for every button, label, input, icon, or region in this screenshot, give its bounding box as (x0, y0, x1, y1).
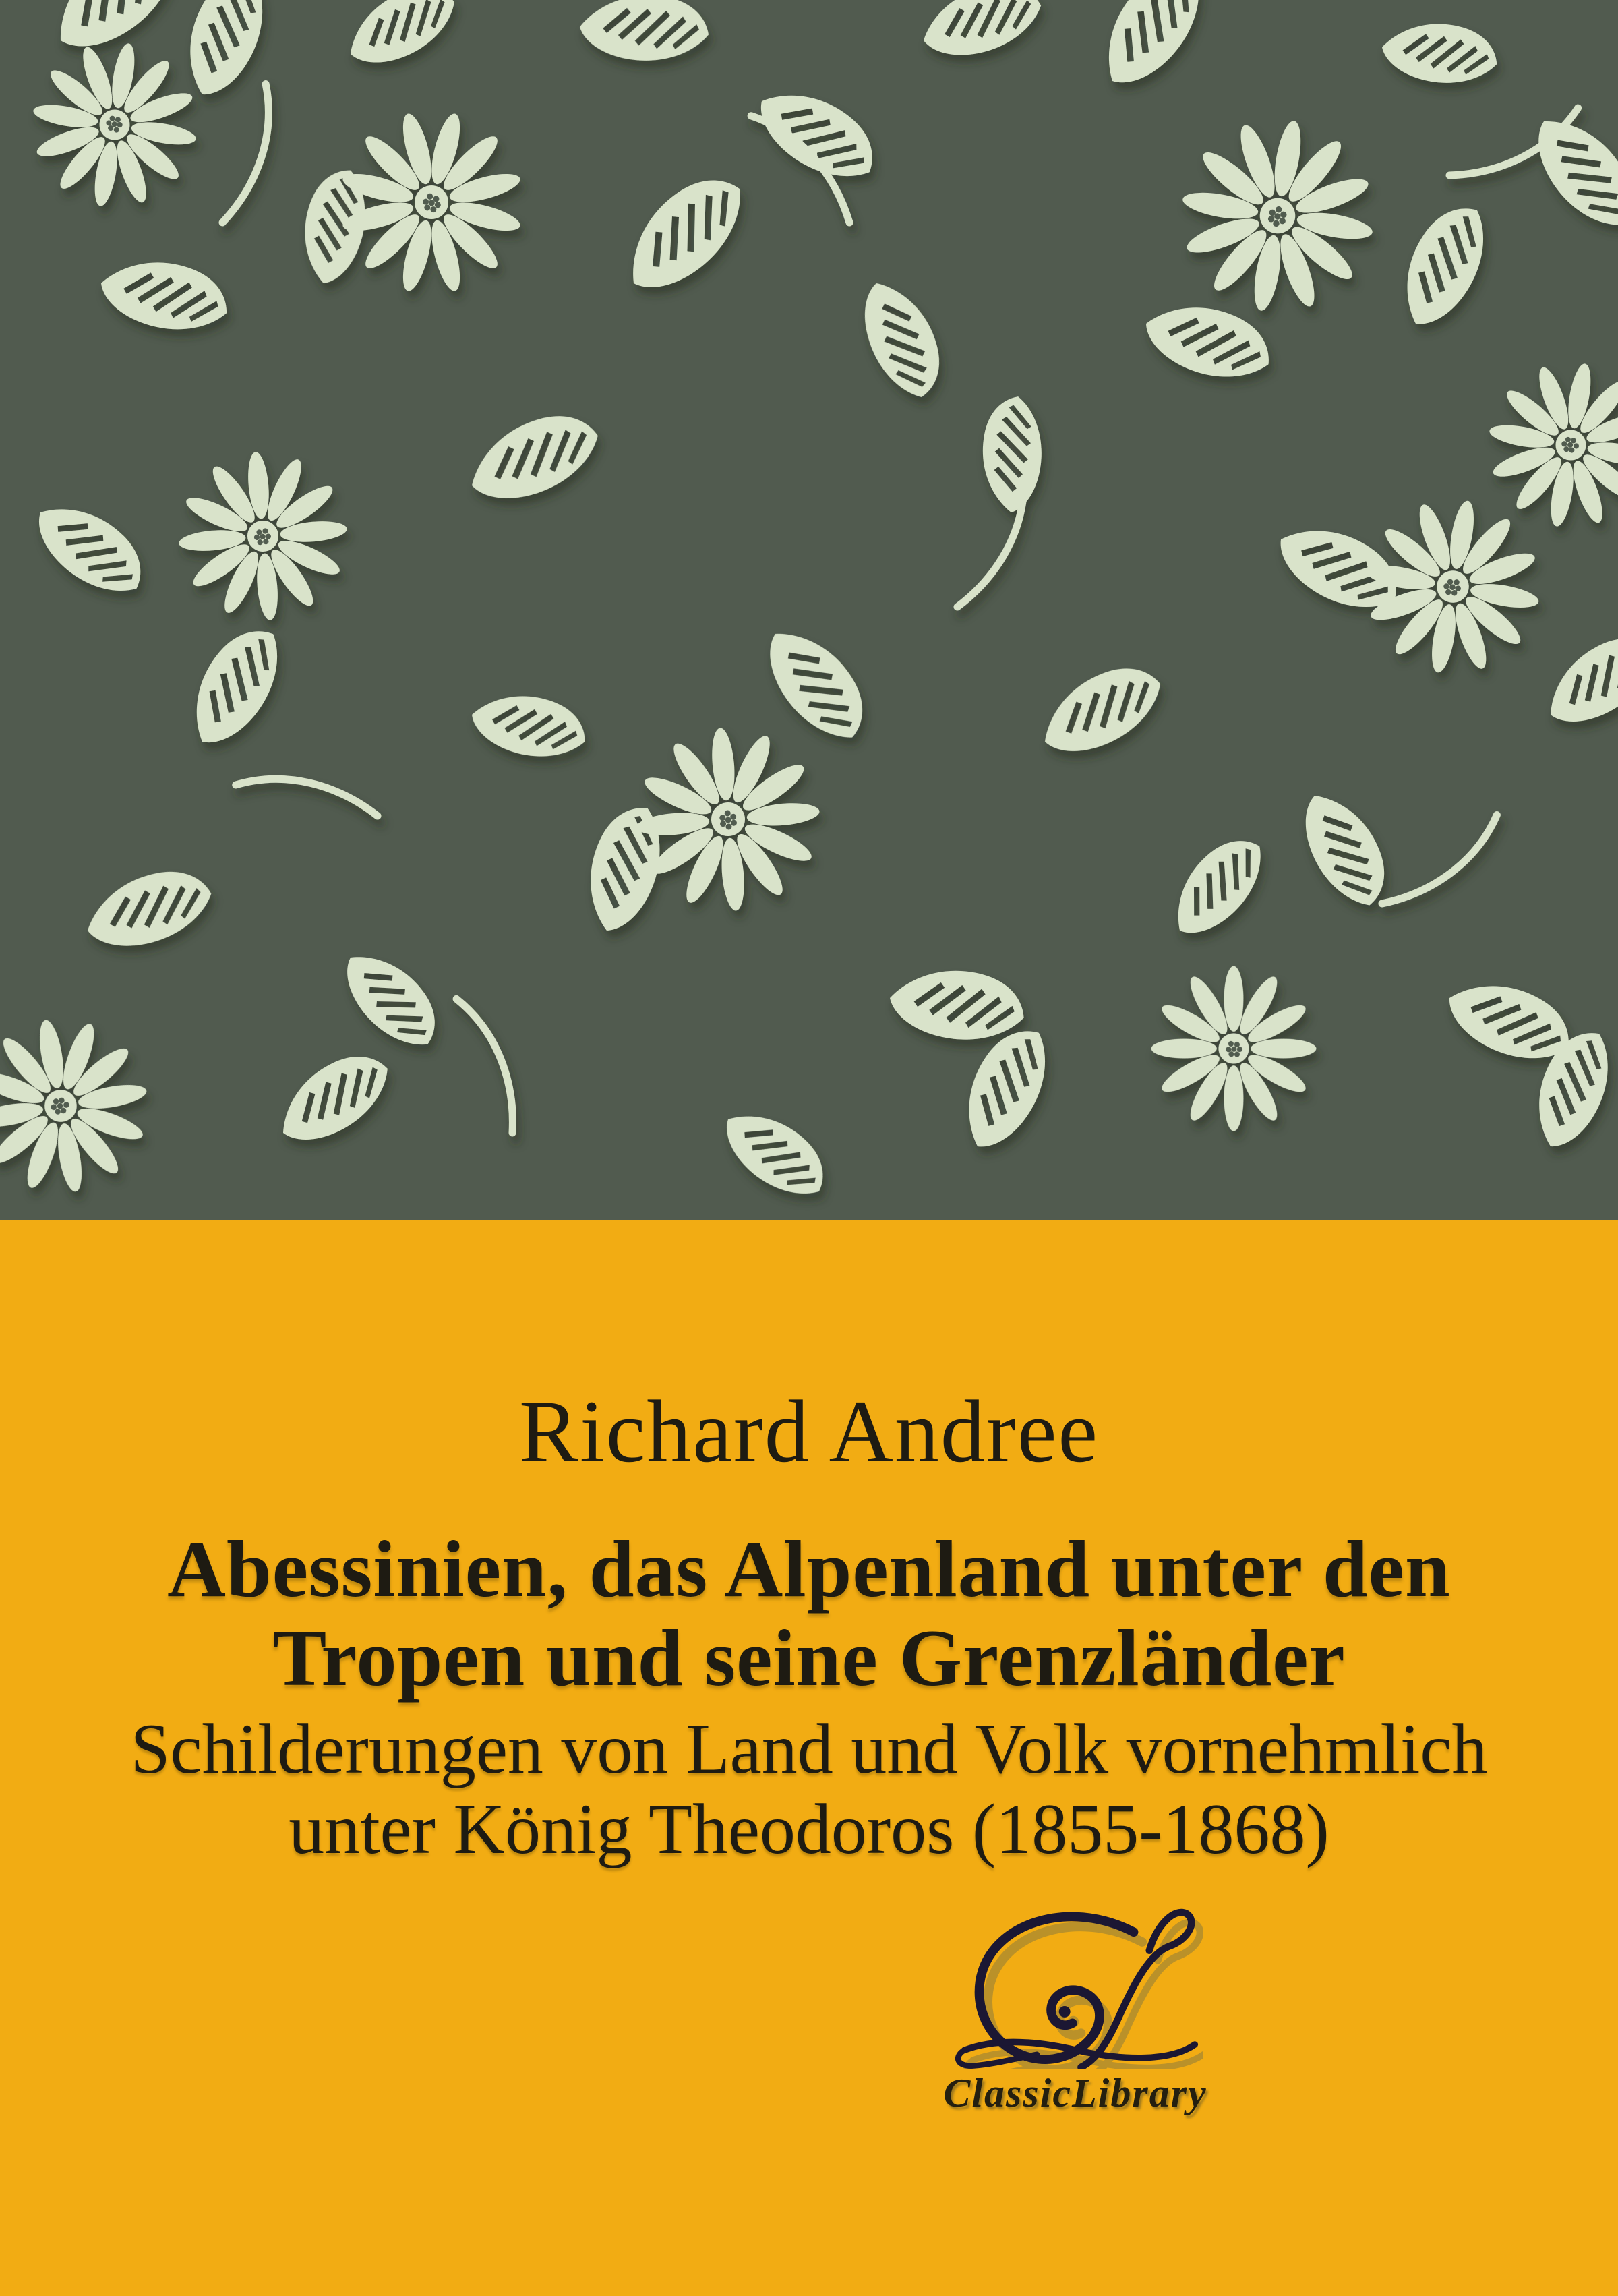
classic-library-monogram-icon (947, 1905, 1203, 2069)
book-title-line-1: Abessinien, das Alpenland unter den (167, 1524, 1451, 1614)
publisher-name: ClassicLibrary (943, 2071, 1207, 2115)
book-subtitle (0, 1709, 1618, 1869)
publisher-logo (934, 1905, 1217, 2117)
book-title-line-2: Tropen und seine Grenzländer (272, 1613, 1346, 1703)
book-subtitle-line-1: Schilderungen von Land und Volk vornehmlich (130, 1709, 1488, 1789)
book-title (0, 1525, 1618, 1703)
cover-info-panel (0, 1220, 1618, 2296)
book-subtitle-line-2: unter König Theodoros (1855-1868) (289, 1789, 1329, 1868)
author-name: Richard Andree (518, 1382, 1100, 1481)
